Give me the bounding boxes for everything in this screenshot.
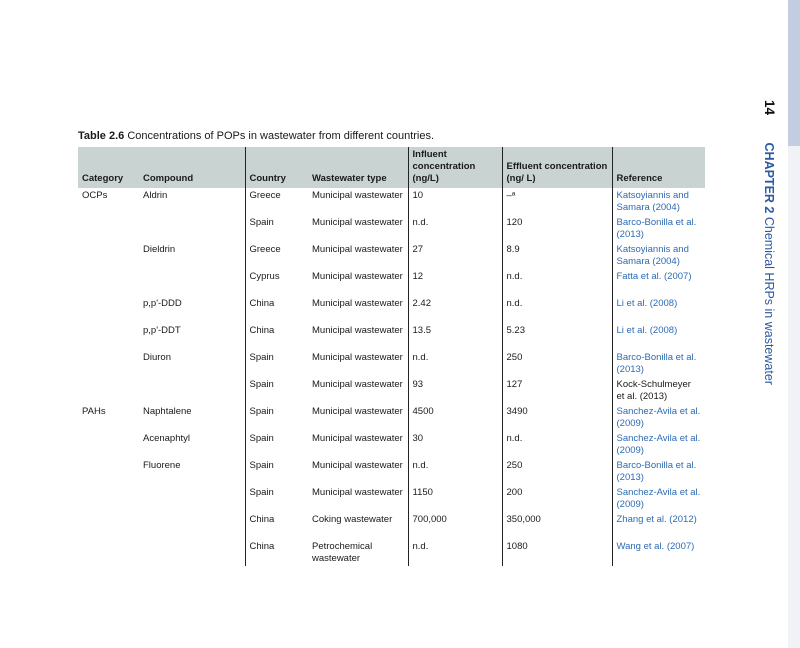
cell-influent: 12 <box>408 269 502 296</box>
cell-influent: n.d. <box>408 215 502 242</box>
cell-category <box>78 485 139 512</box>
reference-link[interactable]: Li et al. (2008) <box>616 298 678 309</box>
cell-effluent: 5.23 <box>502 323 612 350</box>
reference-link[interactable]: Sanchez-Avila et al. (2009) <box>616 433 701 456</box>
cell-compound: Fluorene <box>139 458 245 485</box>
cell-effluent: n.d. <box>502 269 612 296</box>
cell-effluent: 250 <box>502 350 612 377</box>
cell-compound: Dieldrin <box>139 242 245 269</box>
table-row <box>78 242 705 269</box>
cell-country: Spain <box>249 406 274 417</box>
table-row <box>78 269 705 296</box>
cell-wastewater-type: Municipal wastewater <box>308 404 408 431</box>
table-row <box>78 323 705 350</box>
chapter-thumb-tab <box>788 0 800 146</box>
reference-link[interactable]: Zhang et al. (2012) <box>616 514 697 525</box>
table-caption-label: Table 2.6 <box>78 130 125 142</box>
table-caption <box>78 130 434 142</box>
cell-wastewater-type: Municipal wastewater <box>308 458 408 485</box>
cell-influent: 1150 <box>408 485 502 512</box>
table-row <box>78 215 705 242</box>
cell-effluent: n.d. <box>502 296 612 323</box>
cell-wastewater-type: Coking wastewater <box>308 512 408 539</box>
table-caption-text: Concentrations of POPs in wastewater from different countries. <box>127 130 435 142</box>
table-row <box>78 350 705 377</box>
reference-link[interactable]: Li et al. (2008) <box>616 325 678 336</box>
cell-effluent: –ᵃ <box>502 188 612 215</box>
cell-effluent: 120 <box>502 215 612 242</box>
cell-wastewater-type: Municipal wastewater <box>308 296 408 323</box>
chapter-label: CHAPTER 2 <box>762 142 776 214</box>
cell-category <box>78 242 139 269</box>
table-row <box>78 458 705 485</box>
cell-effluent: 127 <box>502 377 612 404</box>
cell-wastewater-type: Municipal wastewater <box>308 485 408 512</box>
cell-influent: 4500 <box>408 404 502 431</box>
cell-wastewater-type: Municipal wastewater <box>308 188 408 215</box>
cell-wastewater-type: Municipal wastewater <box>308 431 408 458</box>
chapter-title: Chemical HRPs in wastewater <box>762 216 776 385</box>
table-row <box>78 377 705 404</box>
cell-country: Cyprus <box>249 271 280 282</box>
cell-effluent: 8.9 <box>502 242 612 269</box>
cell-category <box>78 431 139 458</box>
cell-compound <box>139 215 245 242</box>
cell-compound: Diuron <box>139 350 245 377</box>
reference-link[interactable]: Barco-Bonilla et al. (2013) <box>616 460 697 483</box>
cell-influent: 2.42 <box>408 296 502 323</box>
cell-country: Spain <box>249 487 274 498</box>
cell-wastewater-type: Petrochemical wastewater <box>308 539 408 566</box>
cell-compound <box>139 512 245 539</box>
running-header <box>760 100 778 385</box>
reference-link[interactable]: Wang et al. (2007) <box>616 541 695 552</box>
reference-link[interactable]: Katsoyiannis and Samara (2004) <box>616 244 689 267</box>
header-category: Category <box>78 147 139 188</box>
header-reference: Reference <box>612 147 705 188</box>
cell-wastewater-type: Municipal wastewater <box>308 215 408 242</box>
cell-country: China <box>249 514 275 525</box>
cell-country: Greece <box>249 244 281 255</box>
cell-category <box>78 269 139 296</box>
cell-effluent: 250 <box>502 458 612 485</box>
cell-country: Spain <box>249 217 274 228</box>
table-row <box>78 431 705 458</box>
cell-compound: p,p'-DDT <box>139 323 245 350</box>
header-compound: Compound <box>139 147 245 188</box>
reference-link[interactable]: Fatta et al. (2007) <box>616 271 692 282</box>
reference-link[interactable]: Barco-Bonilla et al. (2013) <box>616 352 697 375</box>
cell-influent: n.d. <box>408 458 502 485</box>
cell-country: China <box>249 541 275 552</box>
cell-country: Spain <box>249 433 274 444</box>
cell-influent: n.d. <box>408 350 502 377</box>
cell-wastewater-type: Municipal wastewater <box>308 350 408 377</box>
reference-link[interactable]: Sanchez-Avila et al. (2009) <box>616 406 701 429</box>
table-row <box>78 188 705 215</box>
cell-category <box>78 512 139 539</box>
cell-category <box>78 296 139 323</box>
cell-influent: n.d. <box>408 539 502 566</box>
cell-reference: Kock-Schulmeyer et al. (2013) <box>616 379 691 402</box>
cell-effluent: 1080 <box>502 539 612 566</box>
cell-wastewater-type: Municipal wastewater <box>308 377 408 404</box>
cell-country: Greece <box>249 190 281 201</box>
table-row <box>78 485 705 512</box>
cell-influent: 10 <box>408 188 502 215</box>
cell-category <box>78 458 139 485</box>
table-row <box>78 539 705 566</box>
cell-country: Spain <box>249 379 274 390</box>
cell-influent: 13.5 <box>408 323 502 350</box>
cell-effluent: n.d. <box>502 431 612 458</box>
cell-wastewater-type: Municipal wastewater <box>308 323 408 350</box>
cell-influent: 30 <box>408 431 502 458</box>
cell-category <box>78 539 139 566</box>
cell-wastewater-type: Municipal wastewater <box>308 269 408 296</box>
table-row <box>78 404 705 431</box>
cell-category: PAHs <box>82 406 106 417</box>
reference-link[interactable]: Barco-Bonilla et al. (2013) <box>616 217 697 240</box>
cell-compound: Acenaphtyl <box>139 431 245 458</box>
header-country: Country <box>245 147 308 188</box>
cell-compound: Aldrin <box>139 188 245 215</box>
cell-country: China <box>249 325 275 336</box>
cell-country: China <box>249 298 275 309</box>
table-row <box>78 512 705 539</box>
cell-category <box>78 215 139 242</box>
cell-influent: 27 <box>408 242 502 269</box>
cell-effluent: 3490 <box>502 404 612 431</box>
cell-category: OCPs <box>82 190 108 201</box>
cell-wastewater-type: Municipal wastewater <box>308 242 408 269</box>
cell-compound <box>139 377 245 404</box>
cell-effluent: 200 <box>502 485 612 512</box>
cell-country: Spain <box>249 460 274 471</box>
reference-link[interactable]: Sanchez-Avila et al. (2009) <box>616 487 701 510</box>
table-header-row <box>78 147 705 188</box>
cell-compound <box>139 485 245 512</box>
header-effluent: Effluent concentration (ng/ L) <box>502 147 612 188</box>
cell-effluent: 350,000 <box>502 512 612 539</box>
cell-influent: 700,000 <box>408 512 502 539</box>
table-row <box>78 296 705 323</box>
pops-table <box>78 147 705 566</box>
cell-country: Spain <box>249 352 274 363</box>
cell-compound <box>139 539 245 566</box>
page-number: 14 <box>762 100 777 116</box>
header-wastewater-type: Wastewater type <box>308 147 408 188</box>
cell-compound: Naphtalene <box>139 404 245 431</box>
cell-compound <box>139 269 245 296</box>
cell-compound: p,p'-DDD <box>139 296 245 323</box>
cell-influent: 93 <box>408 377 502 404</box>
reference-link[interactable]: Katsoyiannis and Samara (2004) <box>616 190 689 213</box>
header-influent: Influent concentration (ng/L) <box>408 147 502 188</box>
cell-category <box>78 350 139 377</box>
cell-category <box>78 323 139 350</box>
cell-category <box>78 377 139 404</box>
